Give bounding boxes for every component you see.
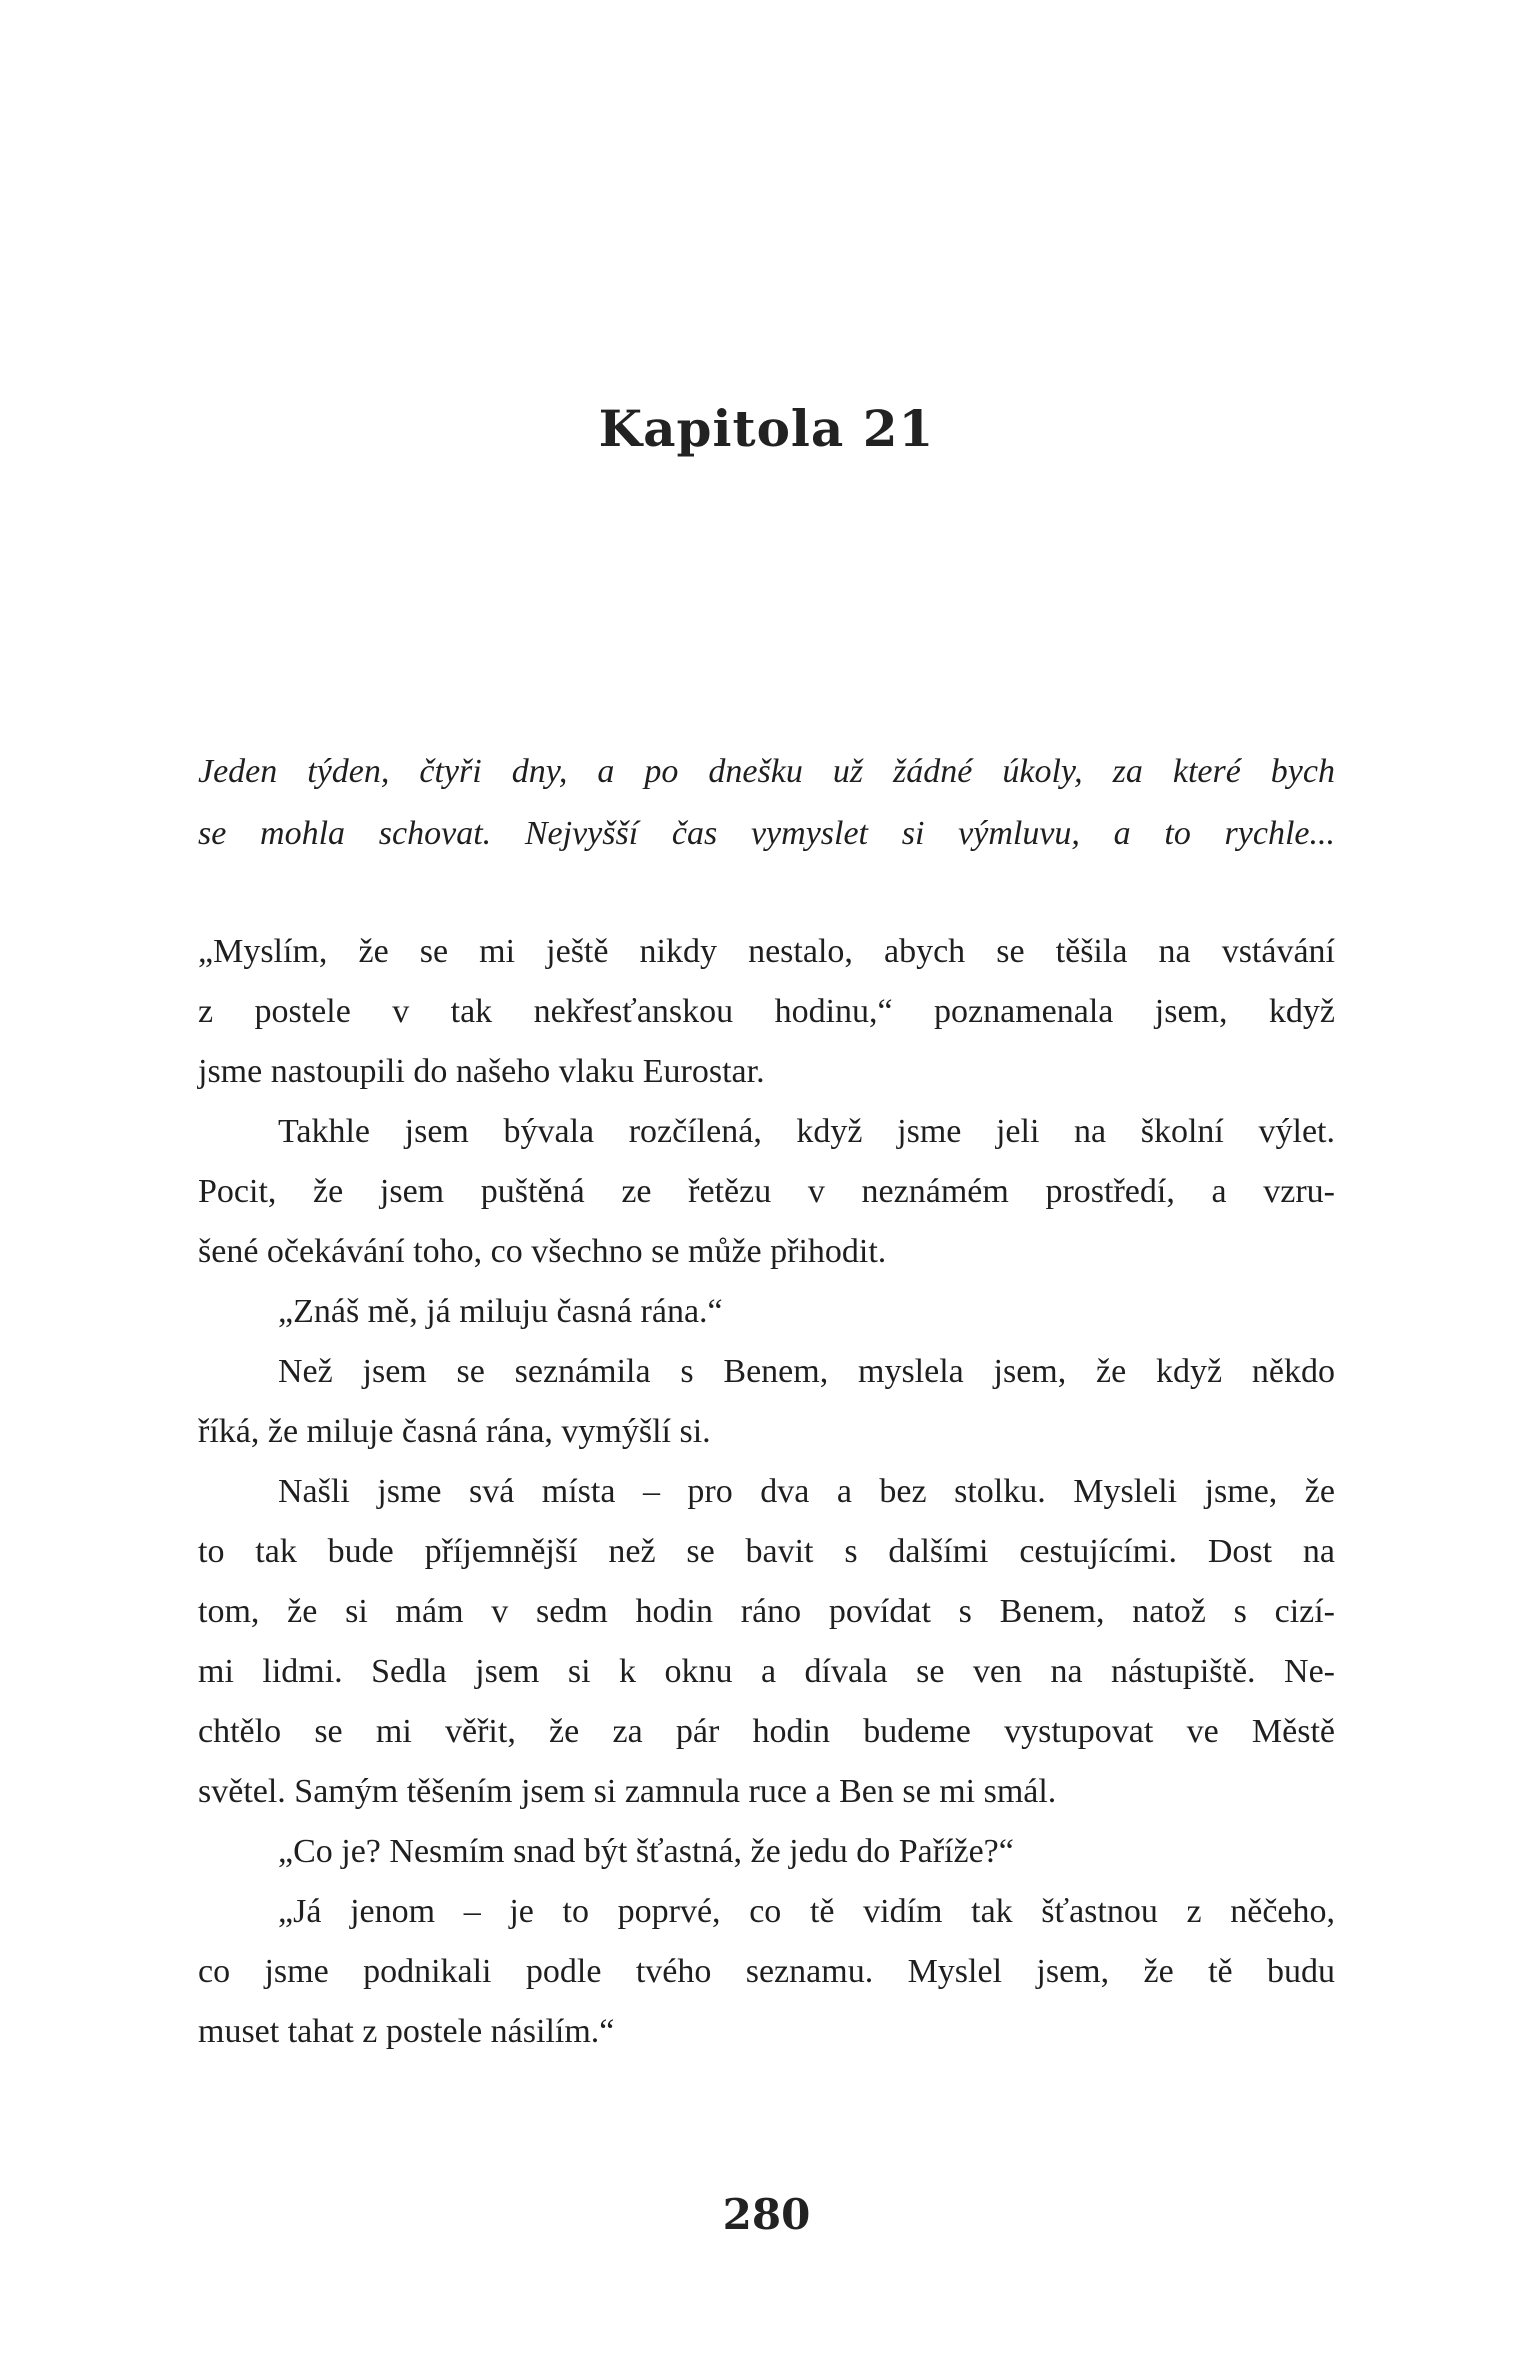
text-line: Našli jsme svá místa – pro dva a bez stolku. Mysleli jsme, že xyxy=(278,1473,1335,1510)
text-line: Pocit, že jsem puštěná ze řetězu v neznámém prostředí, a vzru- xyxy=(198,1173,1335,1210)
paragraph xyxy=(198,1462,1335,1822)
paragraph xyxy=(198,1882,1335,2062)
text-line: „Co je? Nesmím snad být šťastná, že jedu do Paříže?“ xyxy=(278,1833,1014,1870)
text-line: „Znáš mě, já miluju časná rána.“ xyxy=(278,1293,723,1330)
text-line: to tak bude příjemnější než se bavit s dalšími cestujícími. Dost na xyxy=(198,1533,1335,1570)
text-line: Takhle jsem bývala rozčílená, když jsme jeli na školní výlet. xyxy=(278,1113,1335,1150)
text-line: muset tahat z postele násilím.“ xyxy=(198,2013,615,2050)
page-number: 280 xyxy=(722,2190,811,2239)
text-line: Jeden týden, čtyři dny, a po dnešku už žádné úkoly, za které bych xyxy=(198,753,1335,790)
text-line: „Myslím, že se mi ještě nikdy nestalo, abych se těšila na vstávání xyxy=(198,933,1335,970)
text-line: co jsme podnikali podle tvého seznamu. Myslel jsem, že tě budu xyxy=(198,1953,1335,1990)
chapter-title: Kapitola 21 xyxy=(598,399,935,458)
paragraph xyxy=(198,1342,1335,1462)
paragraph xyxy=(198,1102,1335,1282)
paragraph xyxy=(198,922,1335,1102)
text-line: říká, že miluje časná rána, vymýšlí si. xyxy=(198,1413,711,1450)
body-text xyxy=(198,922,1335,2062)
text-line: z postele v tak nekřesťanskou hodinu,“ poznamenala jsem, když xyxy=(198,993,1335,1030)
text-line: šené očekávání toho, co všechno se může přihodit. xyxy=(198,1233,887,1270)
text-line: se mohla schovat. Nejvyšší čas vymyslet si výmluvu, a to rychle... xyxy=(198,815,1335,852)
text-line: tom, že si mám v sedm hodin ráno povídat s Benem, natož s cizí- xyxy=(198,1593,1335,1630)
intro-paragraph xyxy=(198,741,1335,865)
text-line: „Já jenom – je to poprvé, co tě vidím tak šťastnou z něčeho, xyxy=(278,1893,1335,1930)
paragraph xyxy=(198,1282,1335,1342)
text-line: Než jsem se seznámila s Benem, myslela jsem, že když někdo xyxy=(278,1353,1335,1390)
text-line: mi lidmi. Sedla jsem si k oknu a dívala se ven na nástupiště. Ne- xyxy=(198,1653,1335,1690)
text-line: světel. Samým těšením jsem si zamnula ruce a Ben se mi smál. xyxy=(198,1773,1057,1810)
text-line: chtělo se mi věřit, že za pár hodin budeme vystupovat ve Městě xyxy=(198,1713,1335,1750)
paragraph xyxy=(198,1822,1335,1882)
text-line: jsme nastoupili do našeho vlaku Eurostar. xyxy=(198,1053,765,1090)
